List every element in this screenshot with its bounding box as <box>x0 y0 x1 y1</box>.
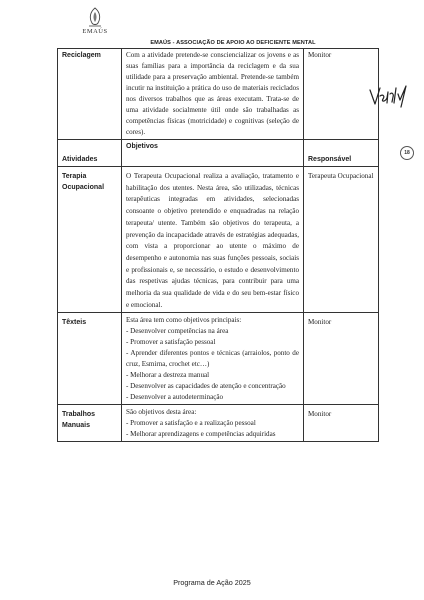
objectives-cell <box>122 313 304 405</box>
objectives-intro: Esta área tem como objetivos principais: <box>126 316 242 325</box>
responsible-cell: Monitor <box>304 405 379 442</box>
table-row <box>58 49 379 140</box>
list-item: - Melhorar aprendizagens e competências adquiridas <box>126 430 276 439</box>
objectives-cell: Com a atividade pretende-se consciencializar os jovens e as suas famílias para a importância da reciclagem e da sua utilidade para a preservação ambiental. Pretende-se também incutir na instituição a prática do uso de materiais reciclados nos diversos trabalhos que as áreas executam. Trata-se de uma atividade socialmente útil onde são trabalhadas as competências físicas (motricidade) e cognitivas (seleção de cores). <box>122 49 304 140</box>
objectives-list <box>126 418 299 440</box>
objectives-cell <box>122 405 304 442</box>
list-item: - Aprender diferentes pontos e técnicas (arraiolos, ponto de cruz, Esmirna, crochet etc…) <box>126 349 299 369</box>
activity-cell: Têxteis <box>58 313 122 405</box>
table-row <box>58 405 379 442</box>
header-activities: Atividades <box>58 140 122 167</box>
objectives-list <box>126 326 299 403</box>
list-item: - Melhorar a destreza manual <box>126 371 210 380</box>
page-number-stamp: 18 <box>400 146 414 160</box>
list-item: - Desenvolver competências na área <box>126 327 229 336</box>
objectives-intro: São objetivos desta área: <box>126 408 197 417</box>
organization-header: EMAÚS - ASSOCIAÇÃO DE APOIO AO DEFICIENTE MENTAL <box>150 40 316 46</box>
footer: Programa de Ação 2025 <box>173 578 251 587</box>
activities-table <box>57 48 379 442</box>
emaus-logo <box>75 6 115 42</box>
table-header-row <box>58 140 379 167</box>
objectives-cell: O Terapeuta Ocupacional realiza a avaliação, tratamento e habilitação dos utentes. Nesta área, são utilizadas, técnicas terapêuticas integradas em atividades, selecionadas consoante o objetivo pretendido e enquadradas na relação terapeuta/ utente. Também são objetivos do terapeuta, a prevenção da incapacidade através de estratégias adequadas, com vista a proporcionar ao utente o máximo de desempenho e autonomia nas suas funções pessoais, sociais e profissionais e, se necessário, o estudo e desenvolvimento das respetivas ajudas técnicas, para contribuir para uma melhoria da sua qualidade de vida e do seu bem-estar físico e emocional. <box>122 167 304 313</box>
header-responsible: Responsável <box>304 140 379 167</box>
list-item: - Desenvolver as capacidades de atenção e concentração <box>126 382 286 391</box>
responsible-cell: Terapeuta Ocupacional <box>304 167 379 313</box>
list-item: - Desenvolver a autodeterminação <box>126 393 224 402</box>
logo-text: EMAÚS <box>82 28 108 35</box>
header-objectives: Objetivos <box>122 140 304 167</box>
responsible-cell: Monitor <box>304 49 379 140</box>
responsible-cell: Monitor <box>304 313 379 405</box>
list-item: - Promover a satisfação e a realização pessoal <box>126 419 256 428</box>
activity-cell: Reciclagem <box>58 49 122 140</box>
list-item: - Promover a satisfação pessoal <box>126 338 216 347</box>
logo-emblem-icon <box>84 6 106 28</box>
activity-cell: Terapia Ocupacional <box>58 167 122 313</box>
table-row <box>58 167 379 313</box>
activity-cell: Trabalhos Manuais <box>58 405 122 442</box>
handwritten-signature <box>368 80 418 110</box>
table-row <box>58 313 379 405</box>
